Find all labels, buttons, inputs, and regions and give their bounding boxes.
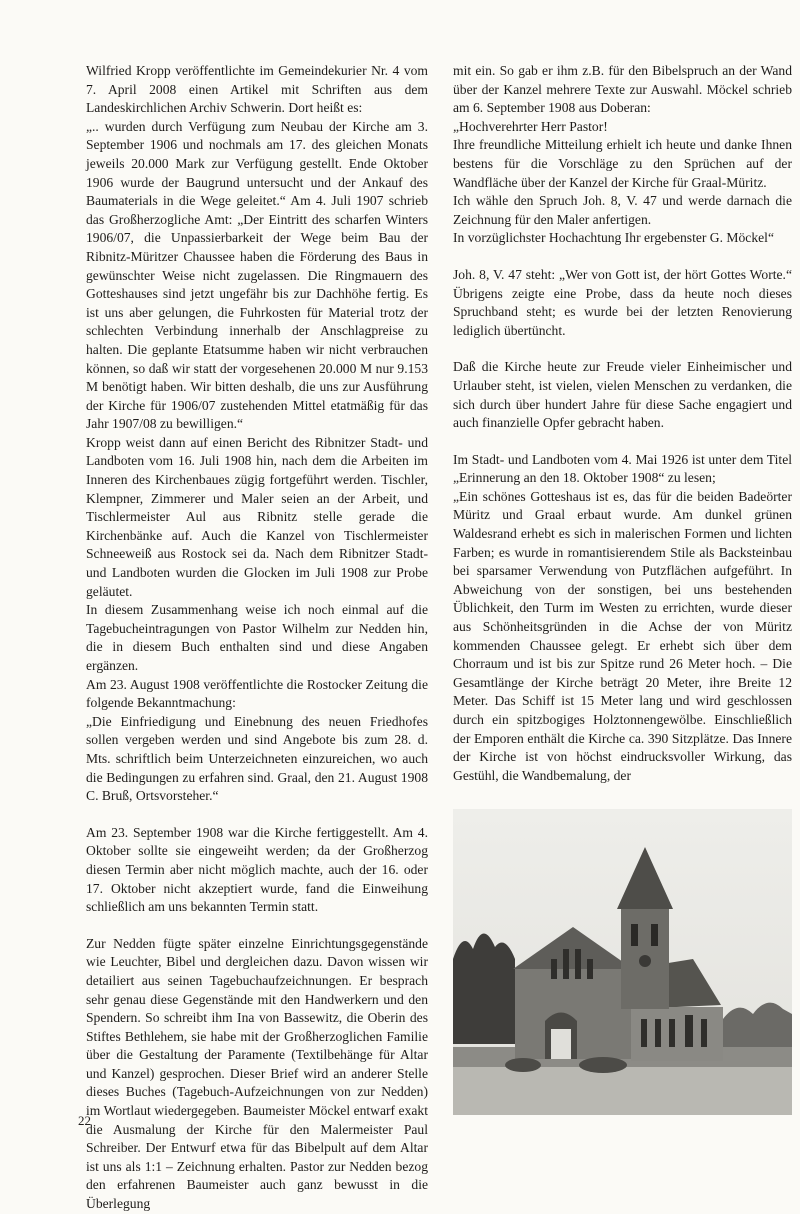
church-photo bbox=[453, 809, 792, 1115]
paragraph-gap bbox=[453, 340, 792, 358]
paragraph: In vorzüglichster Hochachtung Ihr ergebenster G. Möckel“ bbox=[453, 230, 774, 246]
paragraph: Zur Nedden fügte später einzelne Einrichtungsgegenstände wie Leuchter, Bibel und dergleichen dazu. Davon wissen wir detailiert aus seinen Tagebuchaufzeichnungen. Er besprach sehr genau diese Gegenstände mit den Handwerkern und den Spendern. So schreibt ihm Ina von Bassewitz, die Oberin des Stiftes Bethlehem, sie habe mit der Großherzoglichen Familie über die Gestaltung der Paramente (Textilbehänge für Altar und Kanzel) gesprochen. Dieser Brief wird an anderer Stelle dieses Buches (Tagebuch-Aufzeichnungen von zur Nedden) im Wortlaut wiedergegeben. Baumeister Möckel entwarf exakt die Ausmalung der Kirche für den Malermeister Paul Schreiber. Der Entwurf etwa für das Bibelpult auf dem Altar ist uns als 1:1 – Zeichnung erhalten. Pastor zur Nedden bezog den erfahrenen Baumeister auch ganz bewusst in die Überlegung bbox=[86, 935, 428, 1212]
paragraph-gap bbox=[86, 917, 428, 935]
paragraph-gap bbox=[453, 248, 792, 266]
paragraph: Am 23. September 1908 war die Kirche fertiggestellt. Am 4. Oktober sollte sie eingeweiht werden; da der Großherzog diesen Termin aber nicht möglich machte, auch der 16. oder 17. Oktober nicht akzeptiert wurde, fand die Einweihung schließlich am uns bekannten Termin statt. bbox=[86, 824, 428, 915]
page-number: 22 bbox=[78, 1113, 91, 1128]
paragraph: Joh. 8, V. 47 steht: „Wer von Gott ist, der hört Gottes Worte.“ Übrigens zeigte eine Probe, dass da heute noch dieses Spruchband steht; es wurde bei der letzten Renovierung lediglich übertüncht. bbox=[453, 266, 792, 338]
paragraph-gap bbox=[453, 433, 792, 451]
paragraph: mit ein. So gab er ihm z.B. für den Bibelspruch an der Wand über der Kanzel mehrere Texte zur Auswahl. Möckel schrieb am 6. September 1908 aus Doberan: bbox=[453, 63, 792, 116]
paragraph: „Hochverehrter Herr Pastor! bbox=[453, 118, 608, 134]
paragraph: „Ein schönes Gotteshaus ist es, das für die beiden Badeörter Müritz und Graal erbaut wurde. Am dunkel grünen Waldesrand erhebt es sich in malerischen Formen und lichten Farben; es wurde in romantisierendem Stile als Backsteinbau bei sparsamer Verwendung von Putzflächen aufgeführt. In Abweichung von der sonstigen, bei uns bestehenden Üblichkeit, den Turm im Westen zu errichten, wurde dieser aus Schönheitsgründen in die Achse der von Müritz kommenden Chaussee gelegt. Er erhebt sich über dem Chorraum und ist bis zur Spitze rund 26 Meter hoch. – Die Gesamtlänge der Kirche beträgt 20 Meter, ihre Breite 12 Meter. Das Schiff ist 15 Meter lang und wird geschlossen durch ein spitzbogiges Holztonnengewölbe. Einschließlich der Emporen enthält die Kirche ca. 390 Sitzplätze. Das Innere der Kirche ist von höchst eindrucksvoller Wirkung, das Gestühl, die Wandbemalung, der bbox=[453, 488, 792, 783]
paragraph: „.. wurden durch Verfügung zum Neubau der Kirche am 3. September 1906 und nochmals am 17. des gleichen Monats jeweils 20.000 Mark zur Verfügung gestellt. Ende Oktober 1906 wurde der Baugrund untersucht und der Ankauf des Baumaterials in die Wege geleitet.“ Am 4. Juli 1907 schrieb das Großherzogliche Amt: „Der Eintritt des scharfen Winters 1906/07, die Unpassierbarkeit der Wege beim Bau der Ribnitz-Müritzer Chaussee haben die Förderung des Baus in gewünschter Weise nicht zugelassen. Die Ringmauern des Gotteshauses sind jetzt ungefähr bis zur Dachhöhe fertig. Es ist uns aber gelungen, die Fuhrkosten für Material trotz der schlechten Verbindung innerhalb der Anschlagpreise zu halten. Die geplante Etatsumme haben wir nicht verbrauchen können, so daß wir statt der vorgesehenen 20.000 M nur 9.153 M benötigt haben. Wir bitten deshalb, die uns zur Ausführung der Kirche für 1906/07 zustehenden Mittel etatmäßig für das Jahr 1907/08 zu bewilligen.“ bbox=[86, 118, 428, 432]
paragraph: Am 23. August 1908 veröffentlichte die Rostocker Zeitung die folgende Bekanntmachung: bbox=[86, 676, 428, 711]
paragraph: Ihre freundliche Mitteilung erhielt ich heute und danke Ihnen bestens für die Vorschläge zu den Sprüchen auf der Wandfläche über der Kanzel der Kirche für Graal-Müritz. bbox=[453, 137, 792, 190]
paragraph: Kropp weist dann auf einen Bericht des Ribnitzer Stadt- und Landboten vom 16. Juli 1908 hin, nach dem die Arbeiten im Inneren des Kirchenbaues zügig fortgeführt werden. Tischler, Klempner, Zimmerer und Maler seien an der Arbeit, und Tischlermeister Aul aus Ribnitz stelle gerade die Kirchenbänke auf. Auch die Kanzel von Tischlermeister Schneeweiß aus Rostock sei da. Nach dem Ribnitzer Stadt- und Landboten wurden die Glocken im Juli 1908 zur Probe geläutet. bbox=[86, 434, 428, 599]
paragraph: In diesem Zusammenhang weise ich noch einmal auf die Tagebucheintragungen von Pastor Wilhelm zur Nedden hin, die in diesem Buch enthalten sind und diese Angaben ergänzen. bbox=[86, 602, 428, 673]
paragraph: Ich wähle den Spruch Joh. 8, V. 47 und werde darnach die Zeichnung für den Maler anfertigen. bbox=[453, 193, 792, 227]
paragraph: Wilfried Kropp veröffentlichte im Gemeindekurier Nr. 4 vom 7. April 2008 einen Artikel mit Schriften aus dem Landeskirchlichen Archiv Schwerin. Dort heißt es: bbox=[86, 63, 428, 116]
paragraph: Daß die Kirche heute zur Freude vieler Einheimischer und Urlauber steht, ist vielen, vielen Menschen zu verdanken, die sich durch über hundert Jahre für diese Sache engagiert und auch finanzielle Opfer gebracht haben. bbox=[453, 359, 792, 431]
right-text-column bbox=[453, 62, 792, 1115]
paragraph: Im Stadt- und Landboten vom 4. Mai 1926 ist unter dem Titel „Erinnerung an den 18. Oktober 1908“ zu lesen; bbox=[453, 451, 792, 486]
paragraph-gap bbox=[86, 806, 428, 824]
left-text-column bbox=[86, 62, 428, 1214]
paragraph: „Die Einfriedigung und Einebnung des neuen Friedhofes sollen vergeben werden und sind Angebote bis zum 28. d. Mts. schriftlich beim Unterzeichneten einzureichen, wo auch die Bedingungen zu erfahren sind. Graal, den 21. August 1908 C. Bruß, Ortsvorsteher.“ bbox=[86, 713, 428, 804]
